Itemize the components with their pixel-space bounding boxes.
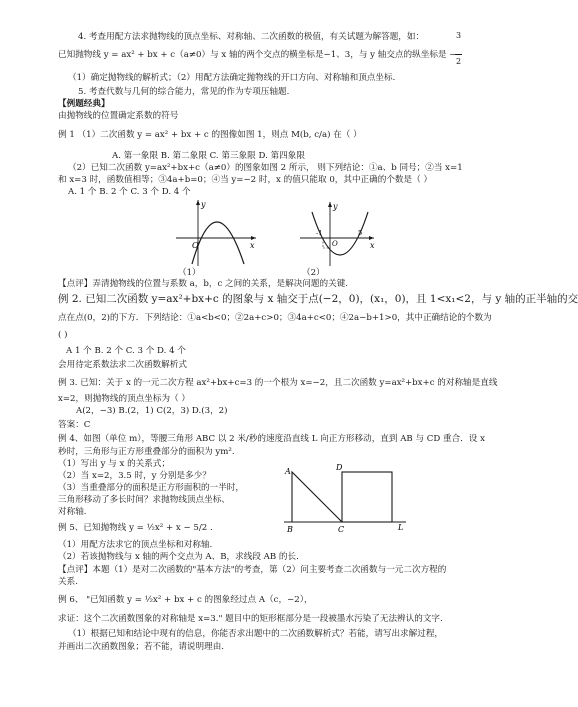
- text-line: ( ): [58, 330, 68, 340]
- choices-line: A. 1 个 B. 2 个 C. 3 个 D. 4 个: [68, 187, 191, 197]
- text-line: 并画出二次函数图象；若不能，请说明理由.: [58, 642, 225, 652]
- answer-line: 答案：C: [58, 420, 91, 430]
- text-line: 点在点(0，2)的下方．下列结论：①a<b<0；②2a+c>0；③4a+c<0；④2a−b+1>0，其中正确结论的个数为: [58, 313, 492, 323]
- comment-line: 【点评】本题（1）是对二次函数的"基本方法"的考查，第（2）问主要考查二次函数与一元二次方程的: [58, 565, 447, 575]
- choices-line: A 1 个 B. 2 个 C. 3 个 D. 4 个: [66, 346, 186, 356]
- text-line: 已知抛物线 y = ax² + bx + c（a≠0）与 x 轴的两个交点的横坐标是−1、3，与 y 轴交点的纵坐标是 −: [58, 50, 457, 60]
- y-axis-label: y: [201, 200, 206, 209]
- text-line: 由抛物线的位置确定系数的符号: [58, 111, 179, 121]
- text-line: （2）已知二次函数 y=ax²+bx+c（a≠0）的图象如图 2 所示， 则下列结论：①a、b 同号；②当 x=1: [68, 163, 463, 173]
- fraction-bar: [455, 54, 462, 55]
- text-line: 求证：这个二次函数图象的对称轴是 x=3." 题目中的矩形框部分是一段被墨水污染了无法辨认的文字.: [58, 614, 443, 624]
- text-line: （2）当 x=2，3.5 时，y 分别是多少？: [58, 471, 211, 481]
- text-line: （1）用配方法求它的顶点坐标和对称轴.: [58, 540, 213, 550]
- figure-caption: （1）: [178, 268, 201, 278]
- text-line: （1）根据已知和结论中现有的信息，你能否求出题中的二次函数解析式？若能，请写出求解过程，: [68, 629, 444, 639]
- label-B: B: [287, 525, 293, 534]
- text-line: 4. 考查用配方法求抛物线的顶点坐标、对称轴、二次函数的极值，有关试题为解答题，如：: [78, 32, 425, 42]
- figure-2-graph: [298, 198, 378, 268]
- text-line: 例 5、已知抛物线 y = ½x² + x − 5/2 .: [58, 523, 213, 533]
- x-axis-label: x: [250, 241, 255, 250]
- label-C: C: [338, 525, 345, 534]
- text-line: 会用待定系数法求二次函数解析式: [58, 360, 187, 370]
- text-line: 例 6、 "已知函数 y = ½x² + bx + c 的图象经过点 A（c，−2），: [58, 595, 313, 605]
- text-line: （3）当重叠部分的面积是正方形面积的一半时，: [58, 483, 244, 493]
- section-heading: 【例题经典】: [58, 99, 110, 109]
- origin-label: O: [192, 241, 199, 250]
- text-line: x=2，则抛物线的顶点坐标为（ ）: [58, 394, 190, 404]
- label-L: L: [398, 523, 404, 532]
- text-line: 关系.: [58, 577, 78, 587]
- comment-line: 【点评】弄清抛物线的位置与系数 a，b，c 之间的关系，是解决问题的关键.: [58, 279, 349, 289]
- label-D: D: [336, 463, 343, 472]
- text-line: （2）若该抛物线与 x 轴的两个交点为 A、B，求线段 AB 的长.: [58, 552, 299, 562]
- text-line: 例 2. 已知二次函数 y=ax²+bx+c 的图象与 x 轴交于点(−2，0)，(x₁，0)，且 1<x₁<2，与 y 轴的正半轴的交: [58, 293, 578, 305]
- text-line: （1）确定抛物线的解析式；（2）用配方法确定抛物线的开口方向、对称轴和顶点坐标.: [68, 73, 396, 83]
- choices-line: A(2，−3) B.(2，1) C(2，3) D.(3，2): [76, 406, 228, 416]
- text-line: （1）写出 y 与 x 的关系式；: [58, 459, 171, 469]
- fraction-numerator: 3: [456, 31, 462, 40]
- origin-label: O: [332, 240, 338, 248]
- text-line: 例 3. 已知：关于 x 的一元二次方程 ax²+bx+c=3 的一个根为 x=−2，且二次函数 y=ax²+bx+c 的对称轴是直线: [58, 378, 498, 388]
- text-line: 5. 考查代数与几何的综合能力，常见的作为专项压轴题.: [78, 87, 290, 97]
- text-line: 三角形移动了多长时间？求抛物线顶点坐标、: [58, 495, 230, 505]
- tick-label-right: 5: [358, 229, 363, 237]
- text-line: 秒时，三角形与正方形重叠部分的面积为 ym².: [58, 447, 235, 457]
- choices-line: A. 第一象限 B. 第二象限 C. 第三象限 D. 第四象限: [112, 151, 305, 161]
- label-A: A: [285, 467, 291, 476]
- y-axis-label: y: [333, 202, 338, 211]
- x-axis-label: x: [370, 241, 375, 250]
- text-line: 例 4、如图（单位 m），等腰三角形 ABC 以 2 米/秒的速度沿直线 L 向正方形移动，直到 AB 与 CD 重合．设 x: [58, 434, 485, 444]
- text-line: 例 1 （1）二次函数 y = ax² + bx + c 的图像如图 1，则点 M(b, c/a) 在（ ）: [58, 130, 362, 140]
- text-line: 对称轴.: [58, 507, 87, 517]
- tick-label-left: -1: [316, 229, 323, 237]
- figure-triangle-square: [282, 460, 412, 540]
- figure-caption: （2）: [302, 268, 325, 278]
- fraction-denominator: 2: [456, 57, 462, 66]
- text-line: 和 x=3 时，函数值相等；③4a+b=0；④当 y=−2 时，x 的值只能取 0，其中正确的个数是（ ）: [58, 175, 433, 185]
- figure-1-graph: [170, 198, 260, 268]
